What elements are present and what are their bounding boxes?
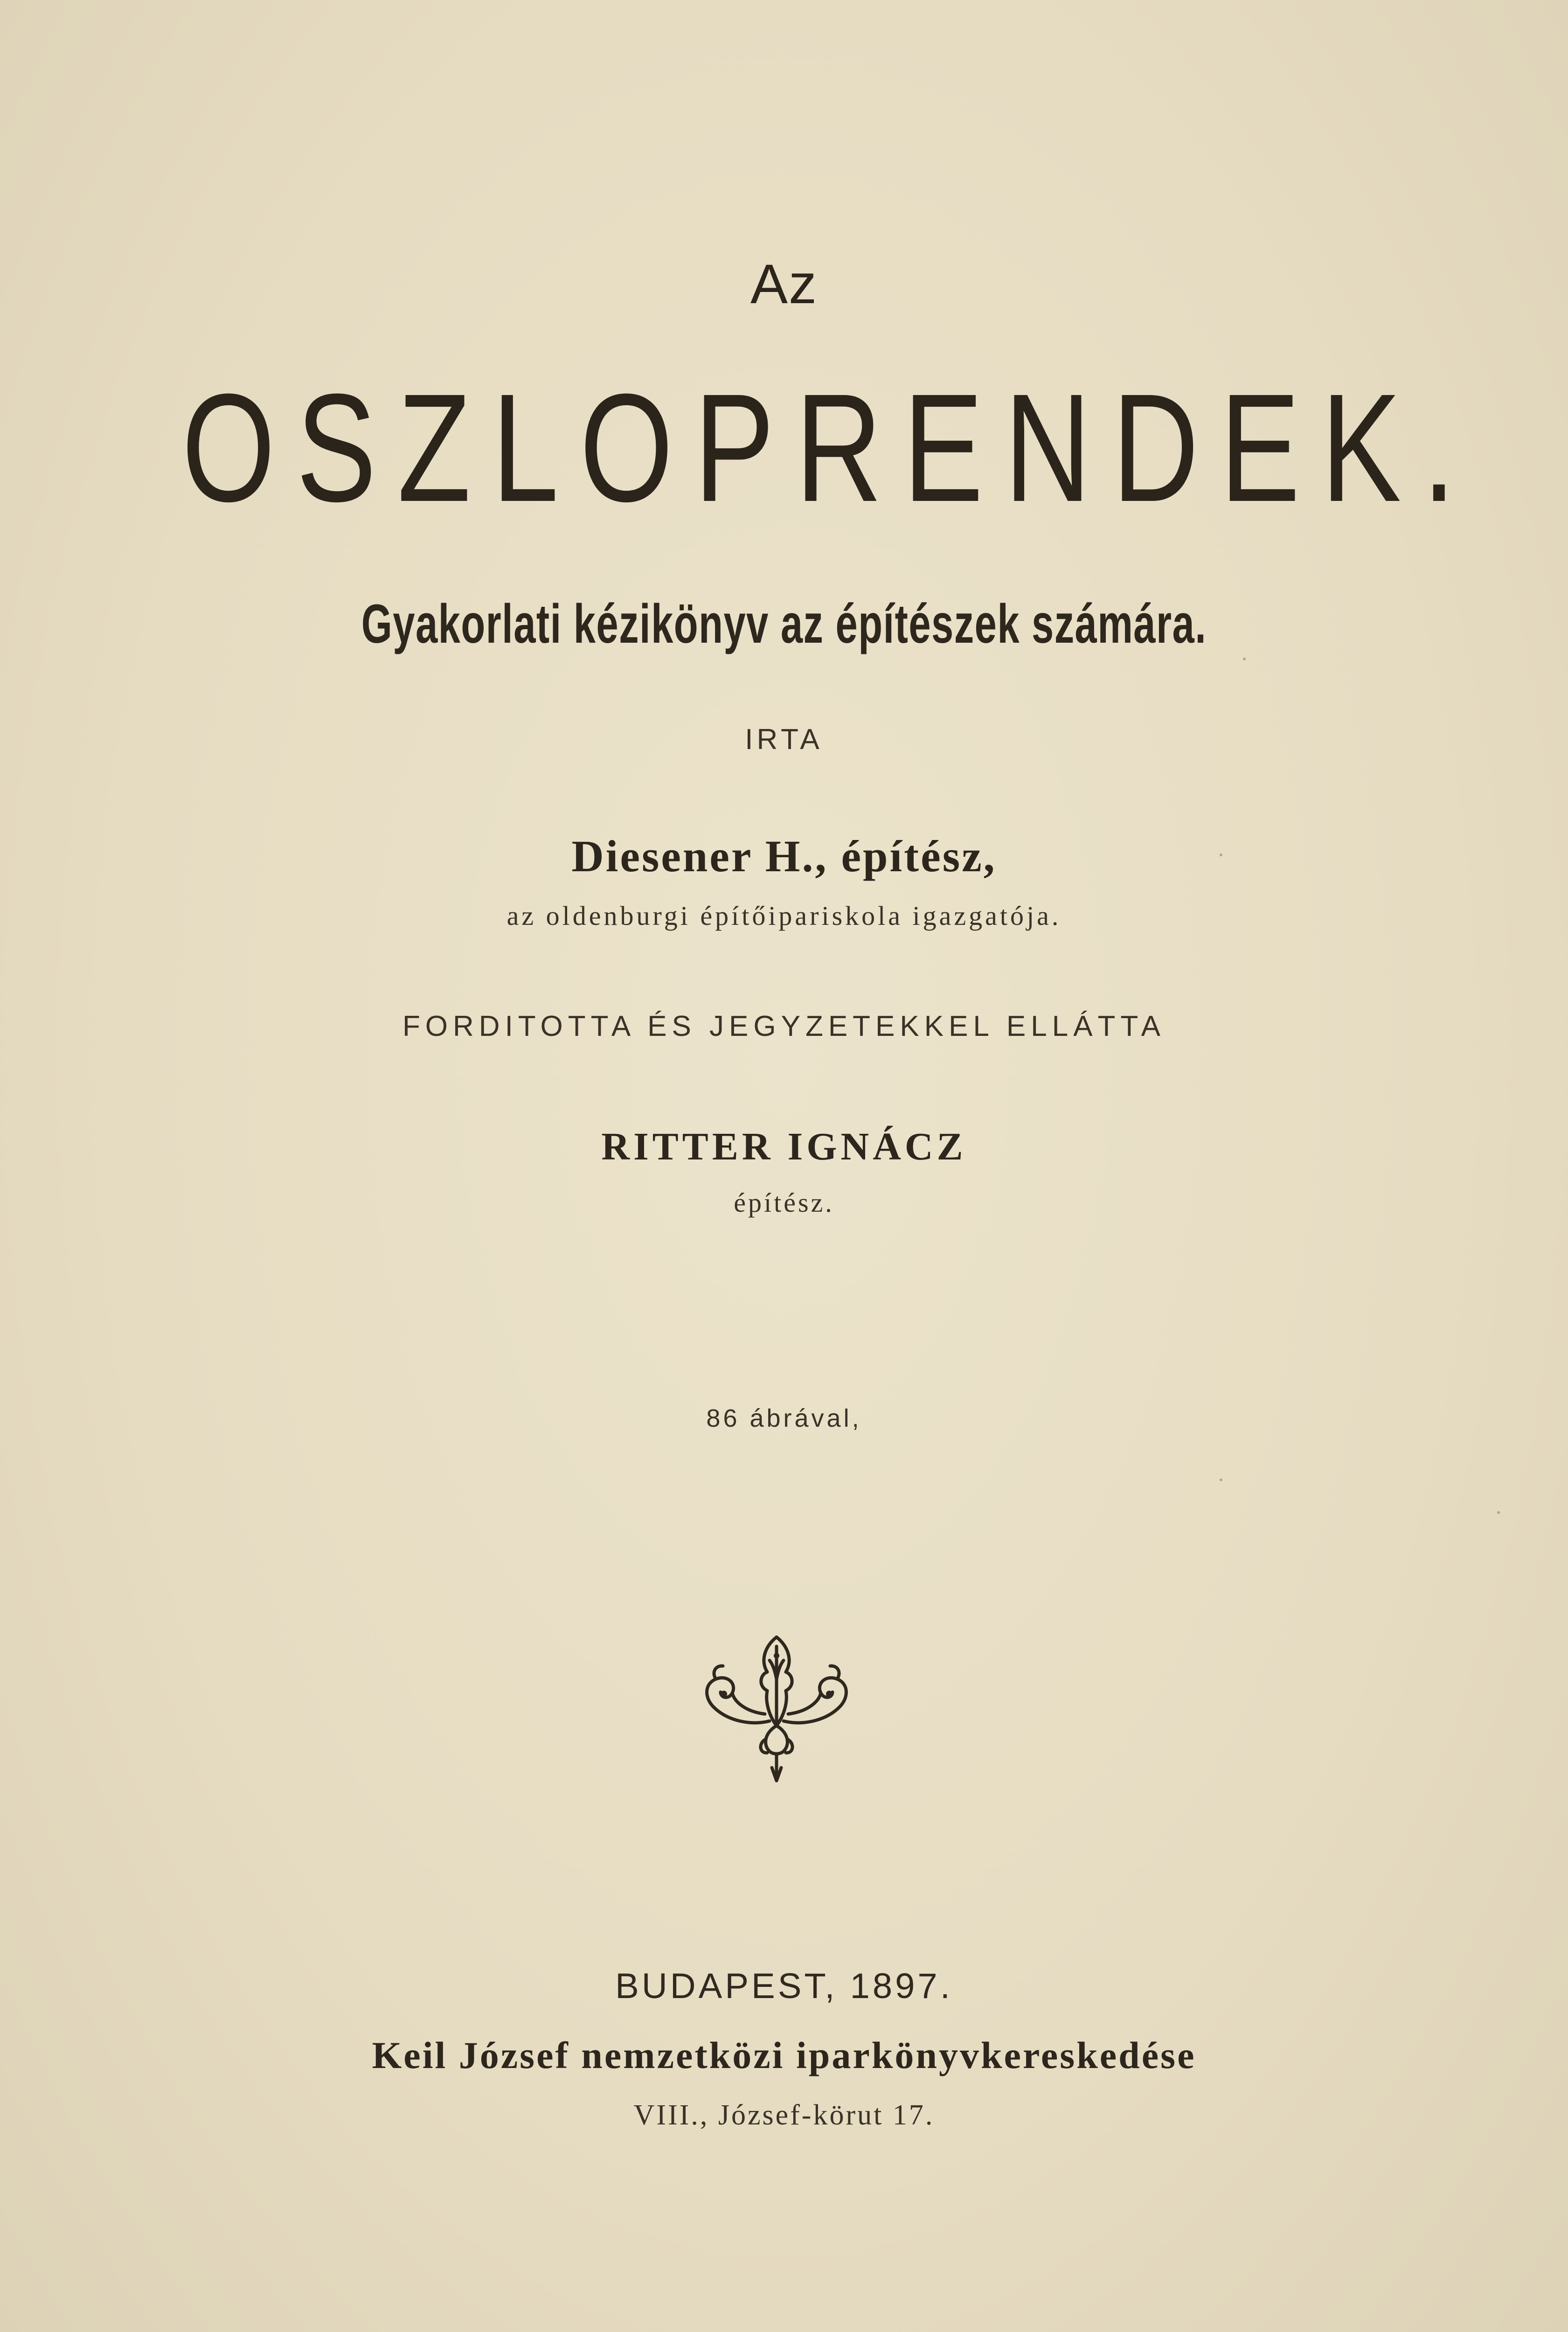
author-name: Diesener H., építész, [571, 831, 997, 881]
book-subtitle: Gyakorlati kézikönyv az építészek számára. [361, 593, 1207, 655]
place-and-year: BUDAPEST, 1897. [615, 1966, 953, 2006]
publisher-name: Keil József nemzetközi iparkönyvkereskedése [372, 2034, 1196, 2076]
paper-speck [1497, 1511, 1500, 1514]
title-article: Az [750, 253, 818, 315]
translated-by-label: FORDITOTTA ÉS JEGYZETEKKEL ELLÁTTA [402, 1010, 1166, 1042]
paper-speck [1243, 658, 1246, 660]
written-by-label: IRTA [745, 723, 823, 756]
paper-speck [1220, 854, 1222, 856]
figures-note: 86 ábrával, [706, 1404, 862, 1432]
author-affiliation: az oldenburgi építőipariskola igazgatója. [506, 901, 1062, 931]
translator-name: RITTER IGNÁCZ [601, 1125, 967, 1168]
publisher-address: VIII., József-körut 17. [633, 2099, 935, 2131]
book-title: OSZLOPRENDEK. [181, 361, 1477, 534]
translator-role: építész. [734, 1187, 834, 1218]
paper-speck [1220, 1478, 1222, 1481]
fleur-de-lis-acanthus-ornament-icon [695, 1628, 858, 1786]
